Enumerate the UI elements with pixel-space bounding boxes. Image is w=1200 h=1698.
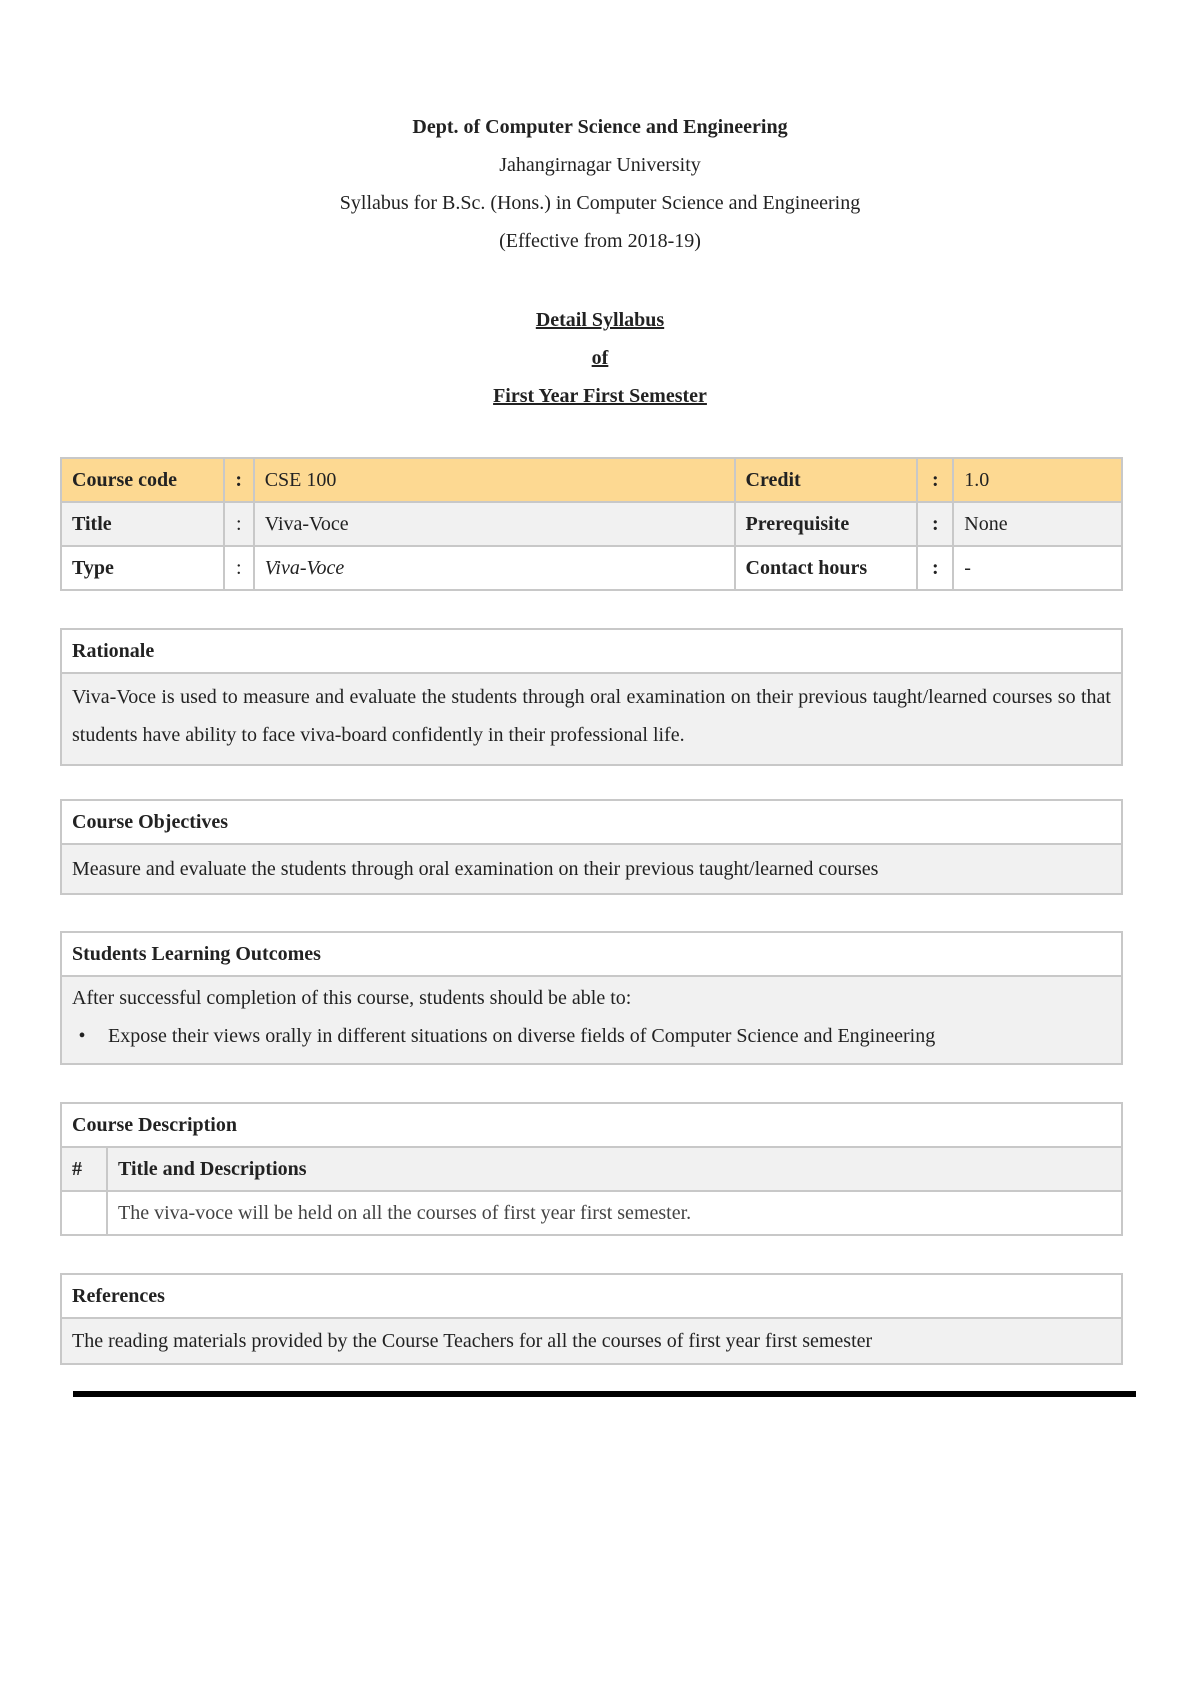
- subheading-line-2: of: [591, 347, 609, 369]
- colon-separator: :: [917, 458, 953, 502]
- row-description: The viva-voce will be held on all the courses of first year first semester.: [107, 1191, 1122, 1235]
- course-code-row: [61, 458, 1122, 502]
- references-text: The reading materials provided by the Course Teachers for all the courses of first year first semester: [61, 1318, 1122, 1364]
- effective-year: (Effective from 2018-19): [499, 230, 701, 252]
- course-code-label: Course code: [61, 458, 224, 502]
- outcomes-list: [72, 1017, 1111, 1055]
- rationale-section: [60, 628, 1123, 766]
- rationale-text: Viva-Voce is used to measure and evaluate the students through oral examination on their previous taught/learned courses so that students have ability to face viva-board confidently in their professional life.: [61, 673, 1122, 765]
- rationale-heading: Rationale: [61, 629, 1122, 673]
- credit-value: 1.0: [953, 458, 1122, 502]
- description-heading: Course Description: [61, 1103, 1122, 1147]
- number-column-header: #: [61, 1147, 107, 1191]
- title-column-header: Title and Descriptions: [107, 1147, 1122, 1191]
- type-label: Type: [61, 546, 224, 590]
- university-name: Jahangirnagar University: [499, 154, 701, 176]
- learning-outcomes-section: [60, 931, 1123, 1065]
- outcome-text: Expose their views orally in different situations on diverse fields of Computer Science and Engineering: [108, 1025, 936, 1047]
- course-objectives-section: [60, 799, 1123, 895]
- prerequisite-label: Prerequisite: [735, 502, 918, 546]
- references-section: [60, 1273, 1123, 1365]
- colon-separator: :: [224, 546, 254, 590]
- course-info-table: [60, 457, 1123, 591]
- horizontal-divider: [73, 1391, 1136, 1397]
- outcomes-body: [61, 976, 1122, 1064]
- objectives-heading: Course Objectives: [61, 800, 1122, 844]
- course-code-value: CSE 100: [254, 458, 735, 502]
- document-header: [0, 108, 1200, 260]
- list-item: [78, 1017, 1111, 1055]
- outcomes-heading: Students Learning Outcomes: [61, 932, 1122, 976]
- title-label: Title: [61, 502, 224, 546]
- description-header-row: [61, 1147, 1122, 1191]
- title-row: [61, 502, 1122, 546]
- subheading-line-3: First Year First Semester: [493, 385, 707, 407]
- syllabus-subheading: [0, 301, 1200, 415]
- table-row: [61, 1191, 1122, 1235]
- type-row: [61, 546, 1122, 590]
- colon-separator: :: [224, 502, 254, 546]
- row-number: [61, 1191, 107, 1235]
- colon-separator: :: [917, 546, 953, 590]
- bullet-icon: •: [78, 1025, 86, 1047]
- outcomes-intro: After successful completion of this course, students should be able to:: [72, 987, 632, 1009]
- colon-separator: :: [224, 458, 254, 502]
- references-heading: References: [61, 1274, 1122, 1318]
- department-name: Dept. of Computer Science and Engineering: [412, 116, 788, 138]
- credit-label: Credit: [735, 458, 918, 502]
- contact-hours-value: -: [953, 546, 1122, 590]
- objectives-text: Measure and evaluate the students through oral examination on their previous taught/learned courses: [61, 844, 1122, 894]
- prerequisite-value: None: [953, 502, 1122, 546]
- subheading-line-1: Detail Syllabus: [535, 309, 665, 331]
- type-value: Viva-Voce: [254, 546, 735, 590]
- syllabus-title: Syllabus for B.Sc. (Hons.) in Computer Science and Engineering: [339, 192, 861, 214]
- colon-separator: :: [917, 502, 953, 546]
- contact-hours-label: Contact hours: [735, 546, 918, 590]
- title-value: Viva-Voce: [254, 502, 735, 546]
- course-description-section: [60, 1102, 1123, 1236]
